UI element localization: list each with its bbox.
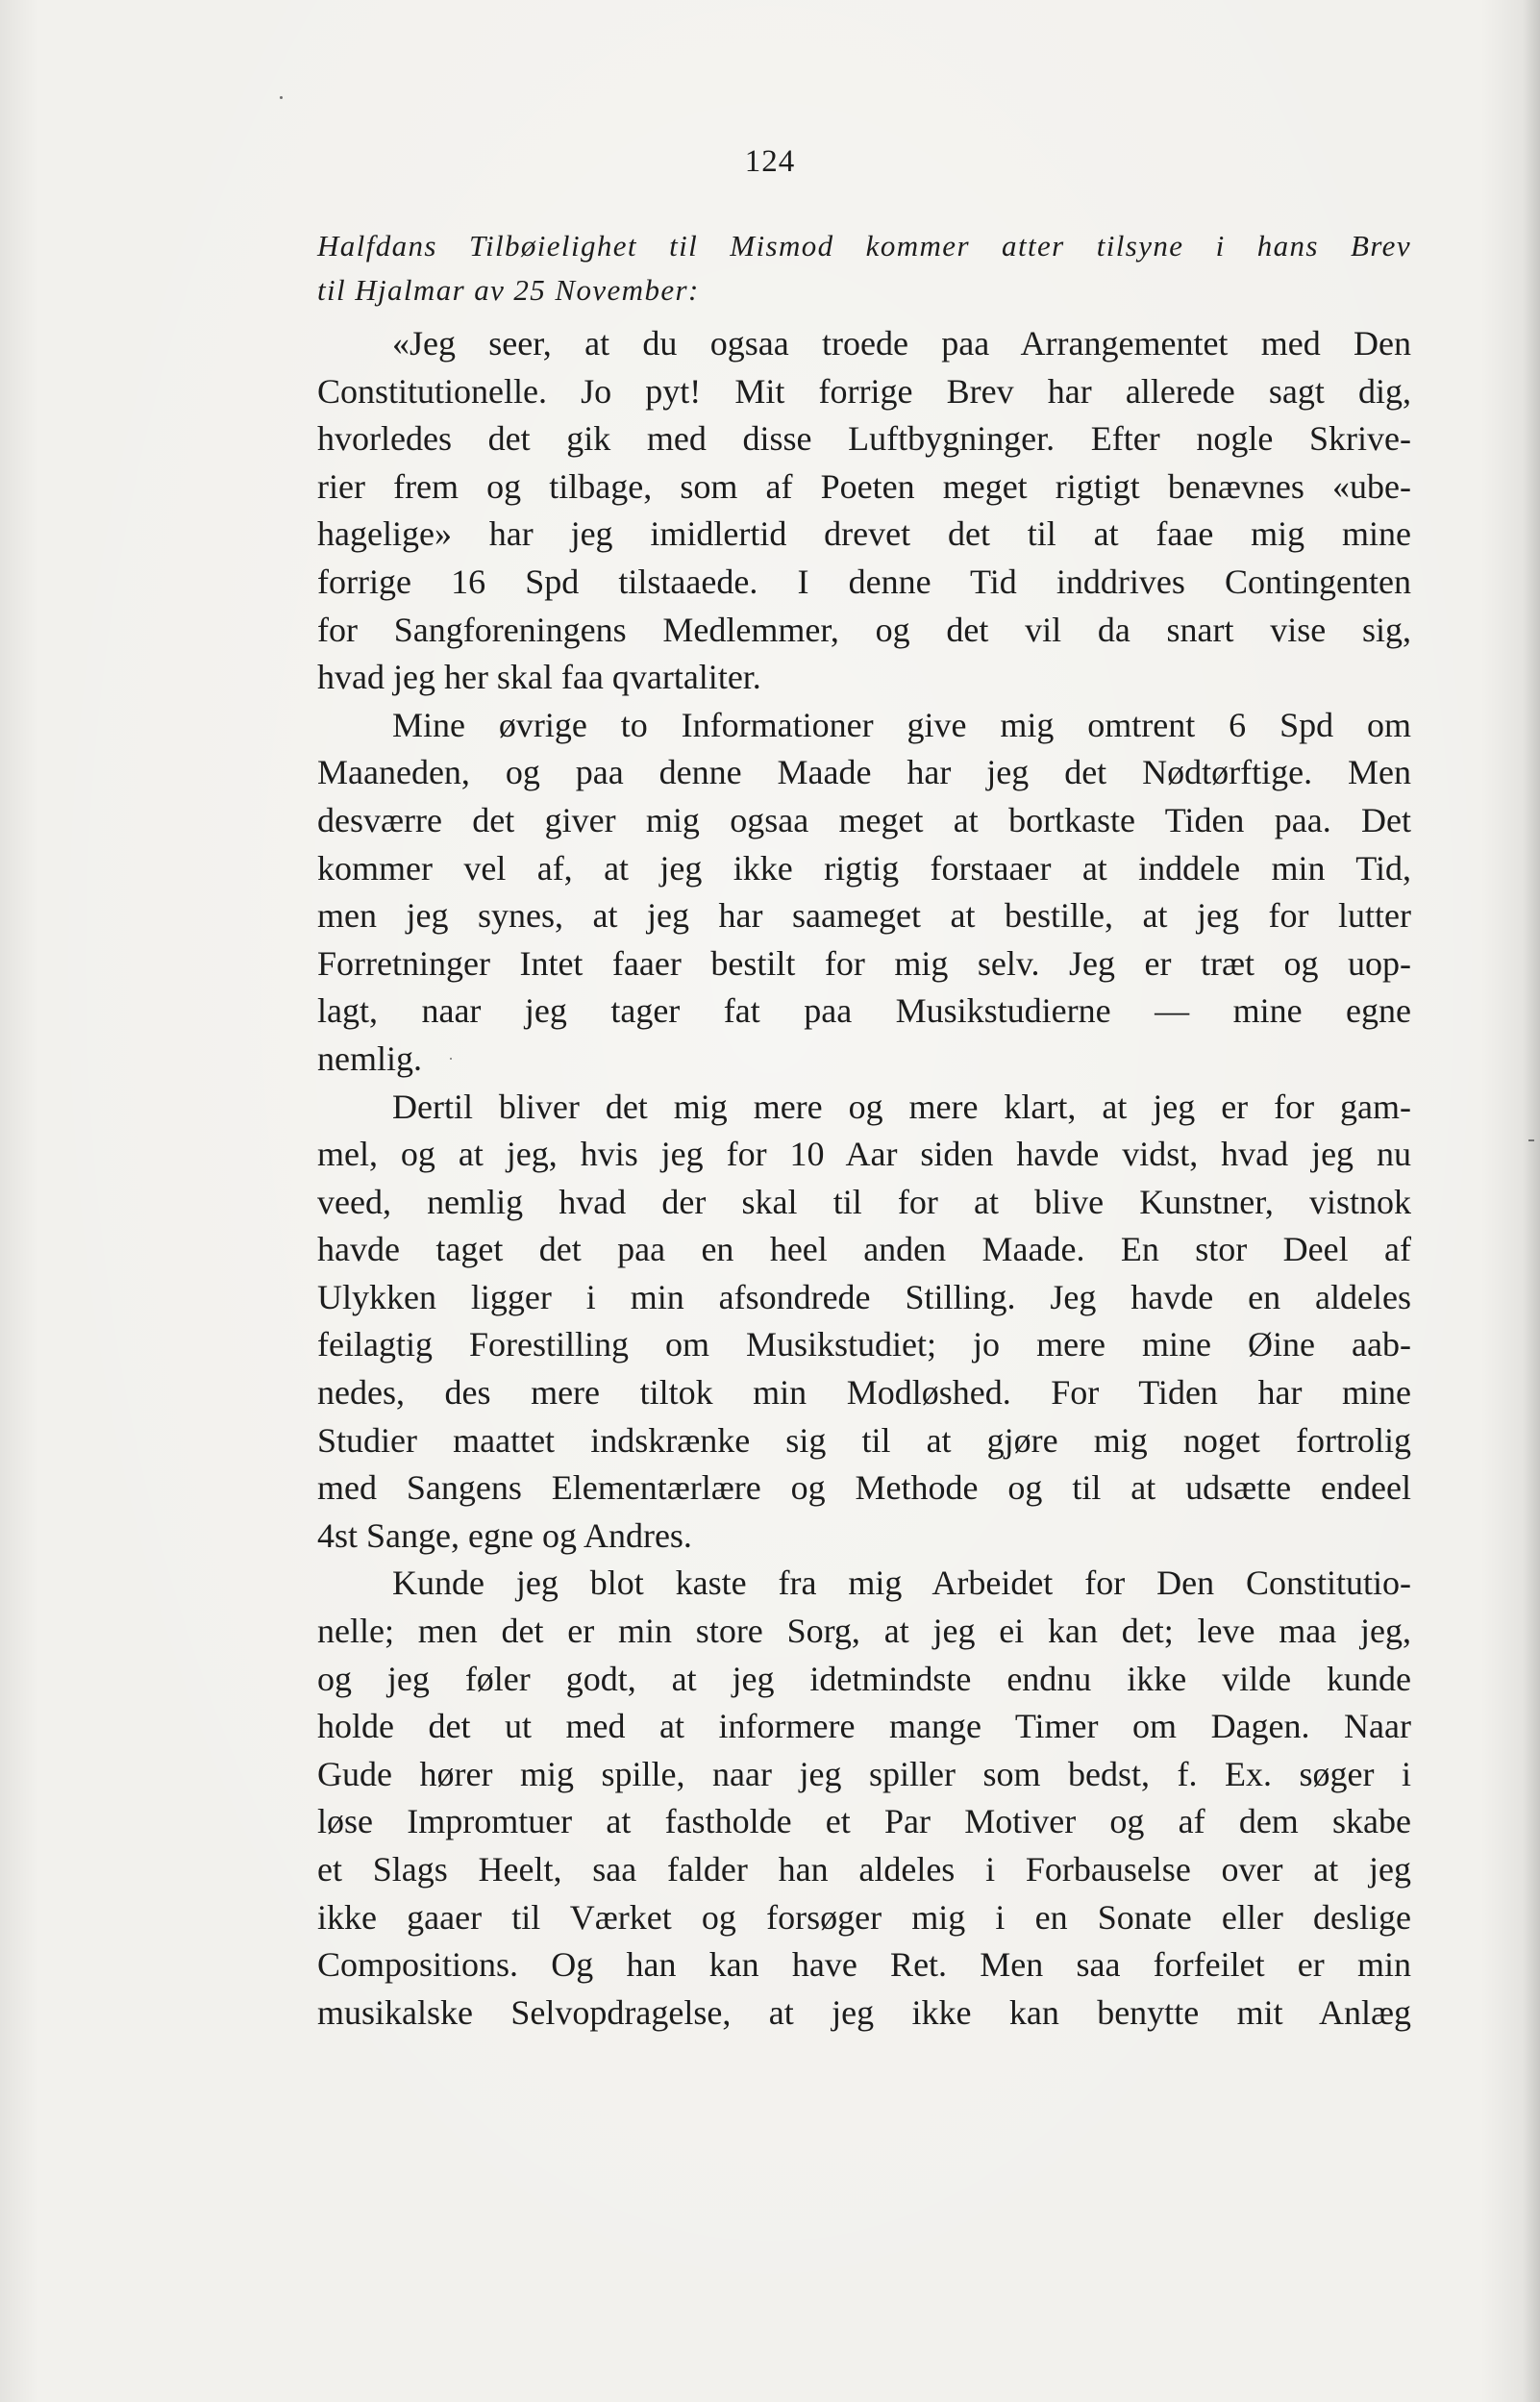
text-line: kommer vel af, at jeg ikke rigtig forstaaer at inddele min Tid, [317, 848, 1411, 888]
section-heading [317, 224, 1411, 313]
text-line: Maaneden, og paa denne Maade har jeg det Nødtørftige. Men [317, 753, 1411, 792]
text-line: «Jeg seer, at du ogsaa troede paa Arrangementet med Den [392, 324, 1411, 363]
paragraph [317, 702, 1411, 1084]
scan-speck [450, 1058, 452, 1060]
text-line: 4st Sange, egne og Andres. [317, 1515, 692, 1555]
text-line: Forretninger Intet faaer bestilt for mig selv. Jeg er træt og uop- [317, 943, 1411, 983]
paragraph [317, 1084, 1411, 1561]
text-line: med Sangens Elementærlære og Methode og til at udsætte endeel [317, 1468, 1411, 1508]
heading-line: Halfdans Tilbøielighet til Mismod kommer atter tilsyne i hans Brev [317, 229, 1411, 263]
text-line: musikalske Selvopdragelse, at jeg ikke kan benytte mit Anlæg [317, 1992, 1411, 2032]
page-number: 124 [744, 144, 796, 179]
text-line: Ulykken ligger i min afsondrede Stilling. Jeg havde en aldeles [317, 1277, 1411, 1316]
text-line: holde det ut med at informere mange Timer om Dagen. Naar [317, 1707, 1411, 1746]
text-line: lagt, naar jeg tager fat paa Musikstudierne — mine egne [317, 991, 1411, 1031]
text-line: rier frem og tilbage, som af Poeten meget rigtigt benævnes «ube- [317, 466, 1411, 506]
paragraph [317, 1560, 1411, 2037]
text-line: Kunde jeg blot kaste fra mig Arbeidet for Den Constitutio- [392, 1564, 1411, 1603]
text-line: nemlig. [317, 1038, 422, 1078]
scan-speck [280, 96, 283, 99]
text-line: forrige 16 Spd tilstaaede. I denne Tid inddrives Contingenten [317, 562, 1411, 601]
text-line: Constitutionelle. Jo pyt! Mit forrige Brev har allerede sagt dig, [317, 371, 1411, 411]
text-line: mel, og at jeg, hvis jeg for 10 Aar siden havde vidst, hvad jeg nu [317, 1135, 1411, 1174]
heading-line: til Hjalmar av 25 November: [317, 273, 700, 307]
text-line: nedes, des mere tiltok min Modløshed. For Tiden har mine [317, 1373, 1411, 1413]
paragraph [317, 320, 1411, 702]
text-line: havde taget det paa en heel anden Maade. En stor Deel af [317, 1230, 1411, 1269]
text-line: Compositions. Og han kan have Ret. Men saa forfeilet er min [317, 1945, 1411, 1985]
text-line: Mine øvrige to Informationer give mig omtrent 6 Spd om [392, 705, 1411, 744]
text-line: et Slags Heelt, saa falder han aldeles i Forbauselse over at jeg [317, 1850, 1411, 1889]
scan-speck [1528, 1139, 1534, 1141]
text-line: hagelige» har jeg imidlertid drevet det til at faae mig mine [317, 514, 1411, 554]
text-line: løse Impromtuer at fastholde et Par Motiver og af dem skabe [317, 1802, 1411, 1841]
text-line: Studier maattet indskrænke sig til at gjøre mig noget fortrolig [317, 1420, 1411, 1460]
text-line: veed, nemlig hvad der skal til for at blive Kunstner, vistnok [317, 1182, 1411, 1221]
text-line: og jeg føler godt, at jeg idetmindste endnu ikke vilde kunde [317, 1659, 1411, 1698]
text-line: feilagtig Forestilling om Musikstudiet; jo mere mine Øine aab- [317, 1325, 1411, 1364]
letter-body [317, 320, 1411, 2037]
text-line: Dertil bliver det mig mere og mere klart, at jeg er for gam- [392, 1087, 1411, 1126]
page-edge-shadow [1523, 0, 1540, 2402]
text-line: hvorledes det gik med disse Luftbygninger. Efter nogle Skrive- [317, 419, 1411, 459]
text-line: desværre det giver mig ogsaa meget at bortkaste Tiden paa. Det [317, 800, 1411, 839]
text-line: for Sangforeningens Medlemmer, og det vil da snart vise sig, [317, 610, 1411, 649]
text-line: Gude hører mig spille, naar jeg spiller som bedst, f. Ex. søger i [317, 1754, 1411, 1793]
text-line: hvad jeg her skal faa qvartaliter. [317, 658, 761, 697]
text-line: ikke gaaer til Værket og forsøger mig i en Sonate eller deslige [317, 1897, 1411, 1937]
text-line: men jeg synes, at jeg har saameget at bestille, at jeg for lutter [317, 896, 1411, 936]
text-line: nelle; men det er min store Sorg, at jeg ei kan det; leve maa jeg, [317, 1612, 1411, 1651]
